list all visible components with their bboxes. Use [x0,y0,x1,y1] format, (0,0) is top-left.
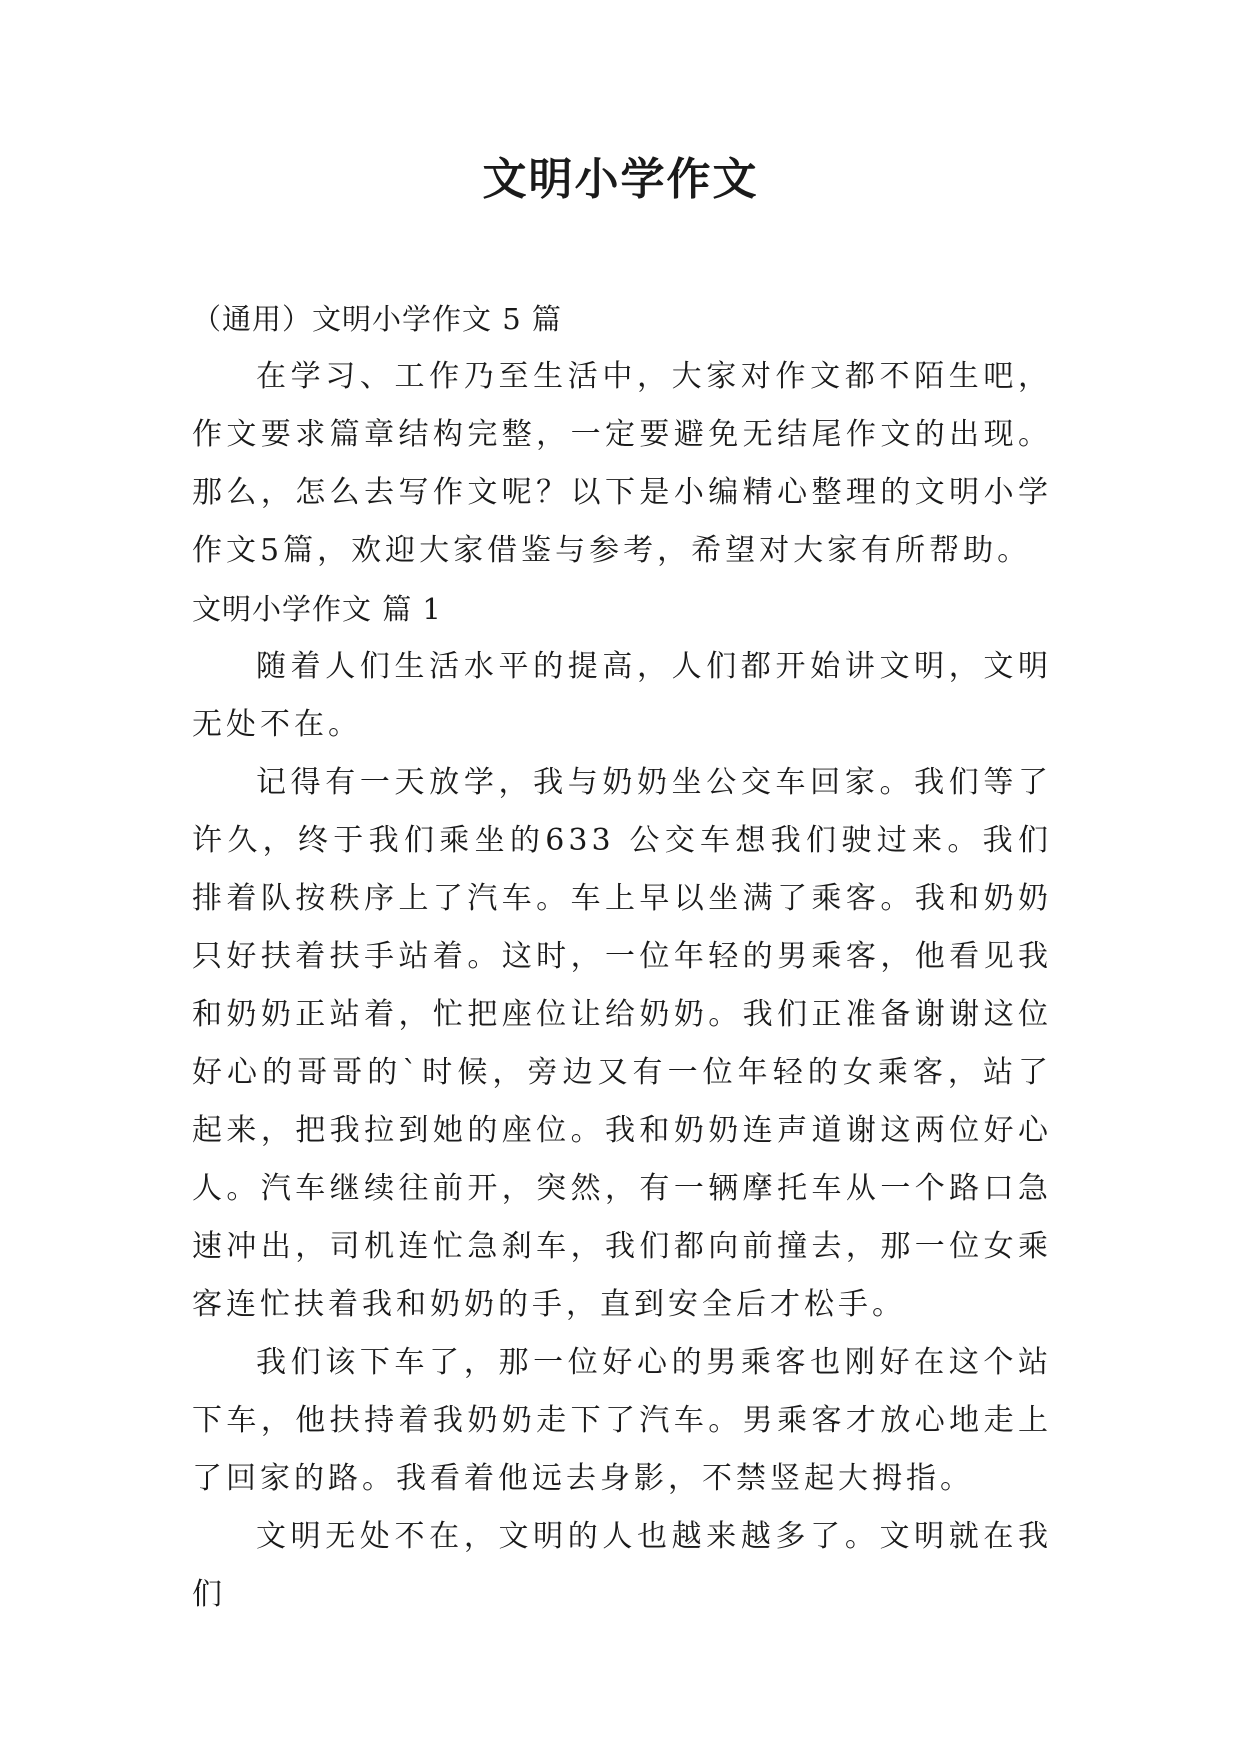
body-paragraph: 记得有一天放学，我与奶奶坐公交车回家。我们等了许久，终于我们乘坐的633 公交车想我们驶过来。我们排着队按秩序上了汽车。车上早以坐满了乘客。我和奶奶只好扶着扶手站着。这时，一位年轻的男乘客，他看见我和奶奶正站着，忙把座位让给奶奶。我们正准备谢谢这位好心的哥哥的`时候，旁边又有一位年轻的女乘客，站了起来，把我拉到她的座位。我和奶奶连声道谢这两位好心人。汽车继续往前开，突然，有一辆摩托车从一个路口急速冲出，司机连忙急刹车，我们都向前撞去，那一位女乘客连忙扶着我和奶奶的手，直到安全后才松手。 [192,765,1052,1322]
document-body [192,290,1052,1624]
body-paragraph: 我们该下车了，那一位好心的男乘客也刚好在这个站下车，他扶持着我奶奶走下了汽车。男乘客才放心地走上了回家的路。我看着他远去身影，不禁竖起大拇指。 [192,1345,1052,1496]
body-paragraph: 文明无处不在，文明的人也越来越多了。文明就在我们 [192,1519,1052,1612]
document-title: 文明小学作文 [482,154,759,205]
body-paragraph: 随着人们生活水平的提高，人们都开始讲文明，文明无处不在。 [192,649,1052,742]
document-subtitle: （通用）文明小学作文 5 篇 [192,302,562,336]
section-heading: 文明小学作文 篇 1 [192,592,442,626]
intro-paragraph: 在学习、工作乃至生活中，大家对作文都不陌生吧，作文要求篇章结构完整，一定要避免无结尾作文的出现。那么，怎么去写作文呢？以下是小编精心整理的文明小学作文5篇，欢迎大家借鉴与参考，希望对大家有所帮助。 [192,359,1052,568]
